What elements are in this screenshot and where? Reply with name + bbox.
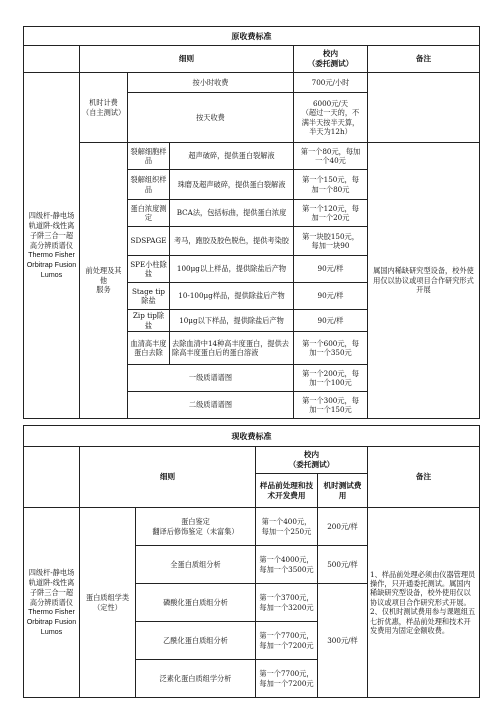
service-price: 第一块胶150元， 每加一块90 <box>294 227 368 256</box>
preprocess-label: 前处理及其他 服务 <box>80 143 128 419</box>
analysis-name: 蛋白鉴定 翻译后修饰鉴定（未富集） <box>136 508 256 546</box>
ms2-spectrum-name: 二级质谱谱图 <box>128 392 294 419</box>
current-instrument-name: 四级杆-静电场 轨道阱-线性离 子阱三合一超 高分辨质谱仪 Thermo Fisher Orbitrap Fusion Lumos <box>24 508 80 698</box>
machine-time-label: 机时计费 （自主测试） <box>80 73 128 143</box>
original-title: 原收费标准 <box>24 27 480 46</box>
service-desc: 10μg以下样品，提供除盐后产物 <box>170 310 294 332</box>
service-desc: 10-100μg样品，提供除盐后产物 <box>170 283 294 310</box>
service-price: 第一个150元，每 加一个80元 <box>294 170 368 200</box>
current-title: 现收费标准 <box>24 426 480 447</box>
original-remark-blank-top <box>368 73 480 143</box>
service-price: 90元/样 <box>294 310 368 332</box>
hourly-fee-name: 按小时收费 <box>128 73 294 93</box>
service-name: 裂解细胞样 品 <box>128 143 170 170</box>
service-name: SDSPAGE <box>128 227 170 256</box>
service-desc: 100μg以上样品，提供除盐后产物 <box>170 256 294 283</box>
service-desc: 超声破碎，提供蛋白裂解液 <box>170 143 294 170</box>
hourly-fee-price: 700元/小时 <box>294 73 368 93</box>
service-price: 第一个600元，每 加一个350元 <box>294 332 368 365</box>
ms1-spectrum-name: 一级质谱谱图 <box>128 365 294 392</box>
service-price: 90元/样 <box>294 283 368 310</box>
original-remark: 属国内稀缺研究型设备，校外使用仅以协议或项目合作研究形式开展 <box>368 143 480 419</box>
analysis-name: 全蛋白质组分析 <box>136 546 256 584</box>
original-price-header: 校内 （委托测试） <box>294 46 368 73</box>
service-desc: 珠磨及超声破碎，提供蛋白裂解液 <box>170 170 294 200</box>
current-remark: 1、样品前处理必须由仪器管理员操作，只开通委托测试。属国内稀缺研究型设备，校外使用仅以协议或项目合作研究形式开展。 2、仅机时测试费用参与课题组五七折优惠，样品前处理和技术开发费用为固定金额收费。 <box>368 508 480 698</box>
service-price: 第一个120元，每 加一个20元 <box>294 200 368 227</box>
service-name: Zip tip除盐 <box>128 310 170 332</box>
original-fee-table <box>23 26 480 419</box>
service-desc: 去除血清中14种高丰度蛋白，提供去除高丰度蛋白后的蛋白溶液 <box>170 332 294 365</box>
current-detail-header: 细则 <box>80 447 256 508</box>
table-row <box>24 508 480 546</box>
original-instrument-name: 四级杆-静电场 轨道阱-线性离 子阱三合一超 高分辨质谱仪 Thermo Fisher Orbitrap Fusion Lumos <box>24 73 80 419</box>
service-desc: 考马，跑胶及胶色脱色，提供考染胶 <box>170 227 294 256</box>
ms2-spectrum-price: 第一个300元，每 加一个150元 <box>294 392 368 419</box>
current-remark-header: 备注 <box>368 447 480 508</box>
table-row <box>24 143 480 170</box>
machine-price: 500元/样 <box>318 546 368 584</box>
preprocess-fee-header: 样品前处理和技术开发费用 <box>256 474 318 508</box>
service-name: Stage tip除盐 <box>128 283 170 310</box>
service-name: SPE小柱除盐 <box>128 256 170 283</box>
shared-machine-price: 300元/样 <box>318 584 368 698</box>
preprocess-price: 第一个7700元， 每加一个7200元 <box>256 622 318 660</box>
service-price: 第一个80元，每加 一个40元 <box>294 143 368 170</box>
service-desc: BCA法，包括标曲，提供蛋白浓度 <box>170 200 294 227</box>
proteomics-group-label: 蛋白质组学类 （定性） <box>80 508 136 698</box>
analysis-name: 乙酰化蛋白质组分析 <box>136 622 256 660</box>
daily-fee-name: 按天收费 <box>128 93 294 143</box>
machine-price: 200元/样 <box>318 508 368 546</box>
service-price: 90元/样 <box>294 256 368 283</box>
original-instrument-header-blank <box>24 46 80 73</box>
ms1-spectrum-price: 第一个200元，每 加一个100元 <box>294 365 368 392</box>
service-name: 血清高丰度 蛋白去除 <box>128 332 170 365</box>
original-remark-header: 备注 <box>368 46 480 73</box>
preprocess-price: 第一个400元， 每加一个250元 <box>256 508 318 546</box>
current-price-header: 校内 （委托测试） <box>256 447 368 474</box>
analysis-name: 泛素化蛋白质组学分析 <box>136 660 256 698</box>
machine-fee-header: 机时测试费用 <box>318 474 368 508</box>
service-name: 裂解组织样 品 <box>128 170 170 200</box>
preprocess-price: 第一个4000元， 每加一个3500元 <box>256 546 318 584</box>
daily-fee-price: 6000元/天 （超过一天的，不 满半天按半天算， 半天为12h） <box>294 93 368 143</box>
current-fee-table <box>23 425 480 698</box>
preprocess-price: 第一个3700元， 每加一个3200元 <box>256 584 318 622</box>
original-detail-header: 细则 <box>80 46 294 73</box>
current-instrument-header-blank <box>24 447 80 508</box>
analysis-name: 磷酸化蛋白质组分析 <box>136 584 256 622</box>
preprocess-price: 第一个7700元， 每加一个7200元 <box>256 660 318 698</box>
service-name: 蛋白浓度测 定 <box>128 200 170 227</box>
